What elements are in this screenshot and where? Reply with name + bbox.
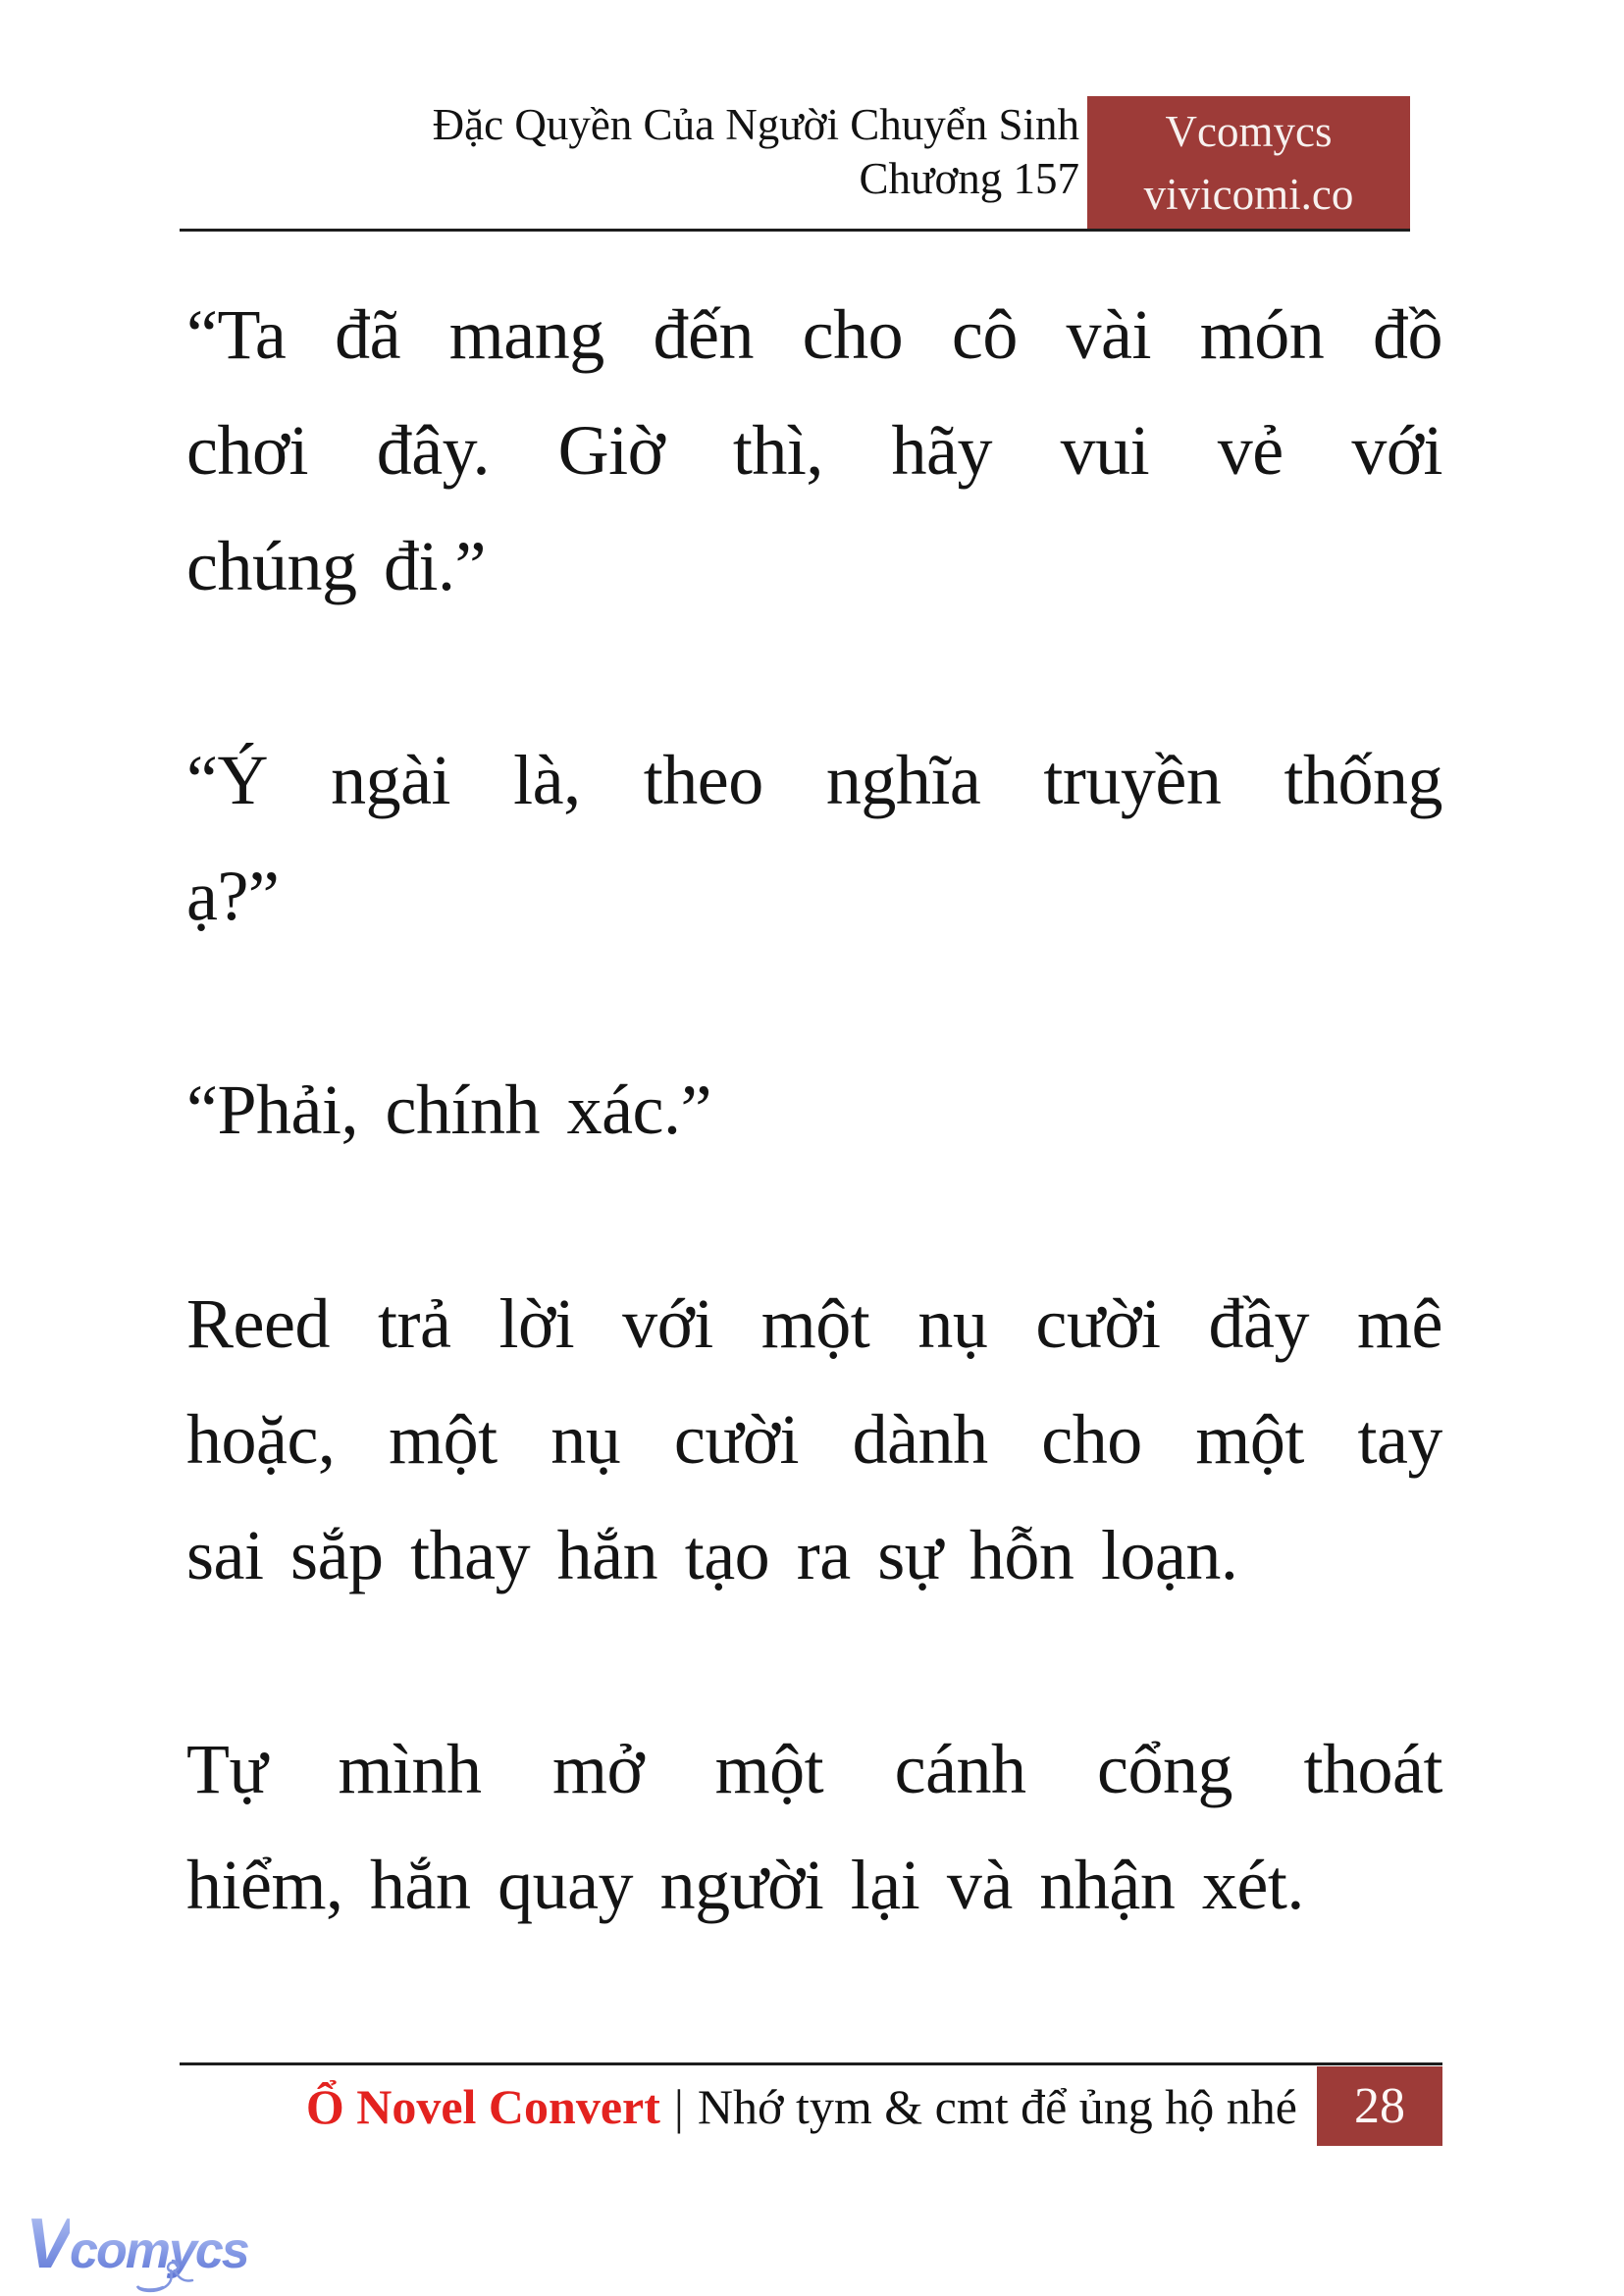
body-line: chơi đây. Giờ thì, hãy vui vẻ với [186, 411, 1442, 490]
body-paragraph [186, 1266, 1442, 1613]
watermark-text: comycs [70, 2222, 248, 2279]
body-text [186, 277, 1442, 2041]
body-paragraph [186, 277, 1442, 624]
brand-site: vivicomi.co [1143, 170, 1354, 219]
body-paragraph [186, 722, 1442, 954]
body-line: “Ý ngài là, theo nghĩa truyền thống [186, 741, 1442, 819]
body-line: ạ?” [186, 857, 280, 935]
body-line: sai sắp thay hắn tạo ra sự hỗn loạn. [186, 1516, 1238, 1594]
footer-divider [180, 2062, 1442, 2065]
body-paragraph [186, 1052, 1442, 1168]
brand-badge [1087, 96, 1410, 230]
brand-name: Vcomycs [1165, 107, 1333, 156]
page-number: 28 [1354, 2078, 1405, 2134]
body-line: hoặc, một nụ cười dành cho một tay [186, 1400, 1442, 1479]
page-number-badge [1317, 2066, 1442, 2146]
page-footer [306, 2072, 1297, 2141]
novel-title: Đặc Quyền Của Người Chuyển Sinh [432, 100, 1079, 149]
header-divider [180, 229, 1410, 232]
footer-note: Nhớ tym & cmt để ủng hộ nhé [697, 2079, 1297, 2134]
watermark-logo [26, 2204, 261, 2294]
body-line: chúng đi.” [186, 527, 486, 605]
watermark-initial: V [26, 2205, 71, 2283]
body-line: Reed trả lời với một nụ cười đầy mê [186, 1284, 1442, 1363]
flower-icon [135, 2257, 212, 2296]
body-line: “Ta đã mang đến cho cô vài món đồ [186, 295, 1442, 374]
body-paragraph [186, 1711, 1442, 1943]
footer-separator: | [673, 2079, 684, 2134]
body-line: “Phải, chính xác.” [186, 1070, 711, 1149]
footer-brand: Ổ Novel Convert [305, 2079, 660, 2134]
page-header [196, 98, 1079, 206]
chapter-label: Chương 157 [859, 154, 1079, 203]
body-line: hiểm, hắn quay người lại và nhận xét. [186, 1846, 1304, 1924]
body-line: Tự mình mở một cánh cổng thoát [186, 1730, 1442, 1808]
